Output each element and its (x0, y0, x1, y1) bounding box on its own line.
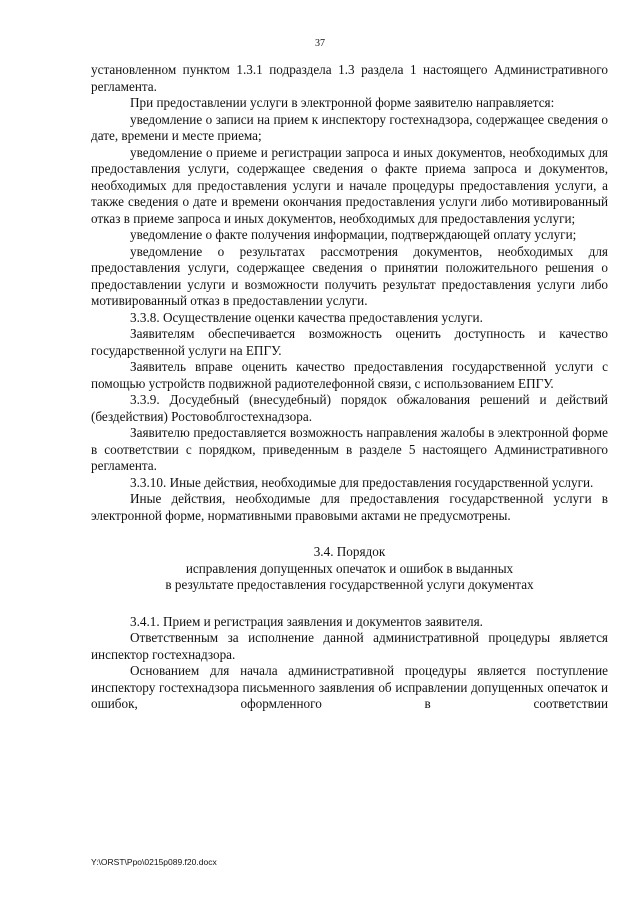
section-heading (91, 544, 608, 594)
paragraphs-before-heading (91, 62, 608, 524)
paragraph: 3.3.9. Досудебный (внесудебный) порядок обжалования решений и действий (бездействия) Ростовоблгостехнадзора. (91, 392, 608, 424)
heading-line-2: исправления допущенных опечаток и ошибок в выданных (185, 560, 514, 576)
paragraph: 3.3.10. Иные действия, необходимые для предоставления государственной услуги. (130, 474, 594, 490)
paragraph: Заявителю предоставляется возможность направления жалобы в электронной форме в соответствии с порядком, приведенным в разделе 5 настоящего Административного регламента. (91, 425, 608, 473)
heading-line-3: в результате предоставления государственной услуги документах (165, 577, 534, 592)
file-path-footer: Y:\ORST\Ppo\0215p089.f20.docx (91, 857, 217, 867)
page-number: 37 (315, 38, 325, 49)
paragraph: Основанием для начала административной процедуры является поступление инспектору гостехнадзора письменного заявления об исправлении допущенных опечаток и ошибок, оформленного в соответствии (91, 663, 608, 711)
paragraph: Заявителям обеспечивается возможность оценить доступность и качество государственной услуги на ЕПГУ. (91, 326, 608, 358)
heading-line-1: 3.4. Порядок (313, 544, 386, 559)
paragraph: 3.3.8. Осуществление оценки качества предоставления услуги. (130, 309, 483, 325)
paragraph: 3.4.1. Прием и регистрация заявления и документов заявителя. (130, 613, 483, 629)
paragraph: уведомление о результатах рассмотрения документов, необходимых для предоставления услуги, содержащее сведения о принятии положительного решения о предоставлении услуги и возможности получить результат предоставления услуги либо мотивированный отказ в предоставлении услуги. (91, 243, 608, 308)
paragraph: Ответственным за исполнение данной административной процедуры является инспектор гостехнадзора. (91, 630, 608, 662)
paragraph: уведомление о факте получения информации, подтверждающей оплату услуги; (130, 227, 577, 242)
document-body (91, 62, 608, 713)
paragraph: Заявитель вправе оценить качество предоставления государственной услуги с помощью устройств подвижной радиотелефонной связи, с использованием ЕПГУ. (91, 359, 608, 391)
paragraph: уведомление о записи на прием к инспектору гостехнадзора, содержащее сведения о дате, времени и месте приема; (91, 111, 608, 143)
paragraph: установленном пунктом 1.3.1 подраздела 1.3 раздела 1 настоящего Административного регламента. (91, 62, 608, 94)
paragraph: Иные действия, необходимые для предоставления государственной услуги в электронной форме, нормативными правовыми актами не предусмотрены. (91, 491, 608, 523)
paragraph: уведомление о приеме и регистрации запроса и иных документов, необходимых для предоставления услуги, содержащее сведения о факте приема запроса и документов, необходимых для предоставления услуги и начале процедуры предоставления услуги, а также сведения о дате и времени окончания предоставления услуги либо мотивированный отказ в приеме запроса и иных документов, необходимых для предоставления услуги; (91, 144, 608, 226)
paragraphs-after-heading (91, 614, 608, 713)
paragraph: При предоставлении услуги в электронной форме заявителю направляется: (130, 95, 555, 110)
